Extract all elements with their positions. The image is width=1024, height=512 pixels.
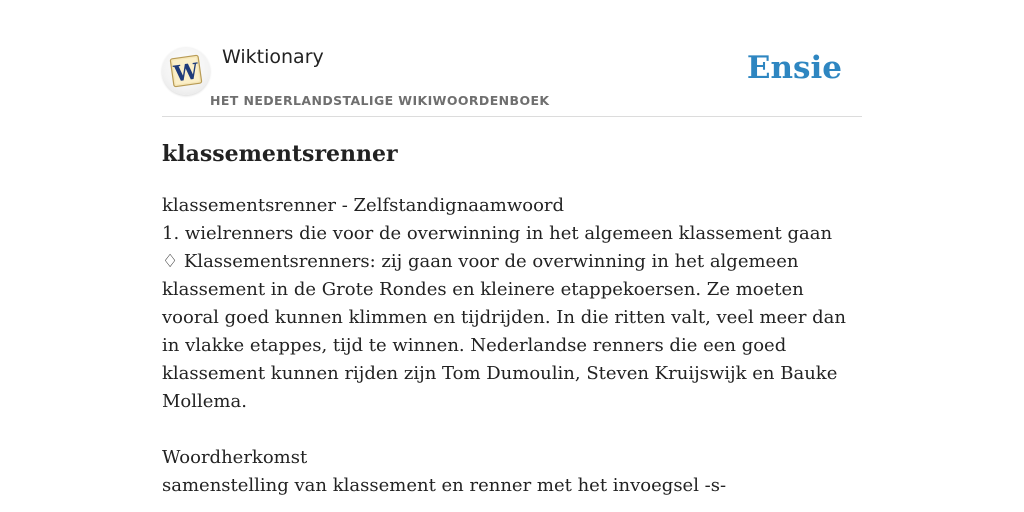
entry-content: [162, 138, 862, 500]
section-spacer: [162, 416, 862, 444]
site-name[interactable]: Wiktionary: [222, 46, 324, 68]
etymology-text: samenstelling van klassement en renner met het invoegsel -s-: [162, 475, 727, 496]
wiktionary-logo-icon[interactable]: [162, 47, 210, 95]
entry-definition: 1. wielrenners die voor de overwinning in het algemeen klassement gaan: [162, 223, 833, 244]
site-tagline: HET NEDERLANDSTALIGE WIKIWOORDENBOEK: [210, 93, 550, 108]
etymology-heading: Woordherkomst: [162, 447, 308, 468]
wiktionary-tile-icon: [162, 47, 210, 95]
logo-letter: W: [172, 58, 201, 88]
site-header: [162, 40, 862, 117]
entry-example: ♢ Klassementsrenners: zij gaan voor de overwinning in het algemeen klassement in de Grote Rondes en kleinere etappekoersen. Ze moeten vooral goed kunnen klimmen en tijdrijden. In die ritten valt, veel meer dan in vlakke etappes, tijd te winnen. Nederlandse renners die een goed klassement kunnen rijden zijn Tom Dumoulin, Steven Kruijswijk en Bauke Mollema.: [162, 251, 847, 412]
entry-body: [162, 192, 862, 500]
page-title: klassementsrenner: [162, 141, 398, 167]
ensie-brand-logo[interactable]: Ensie: [746, 50, 842, 86]
entry-headline: klassementsrenner - Zelfstandignaamwoord: [162, 195, 565, 216]
